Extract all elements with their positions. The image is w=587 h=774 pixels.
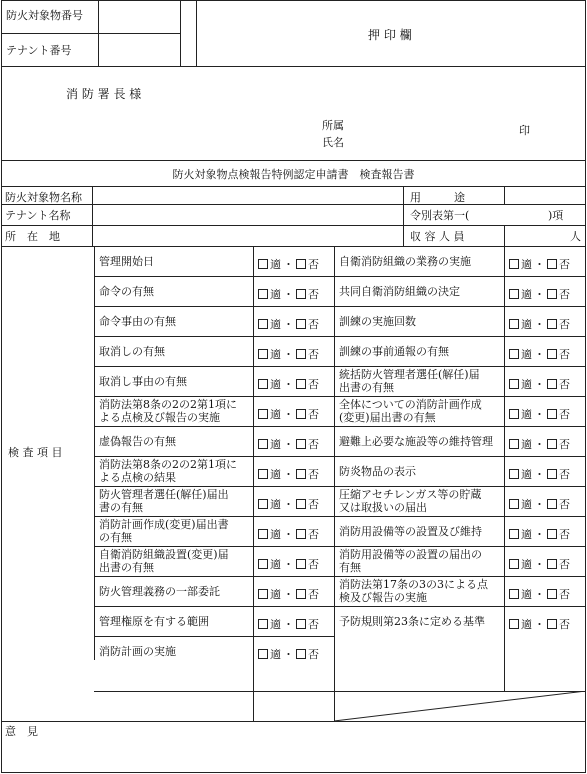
inspection-item — [99, 246, 251, 276]
inspection-item — [339, 516, 503, 546]
ok-checkbox[interactable] — [258, 529, 268, 539]
divider — [92, 186, 93, 246]
ok-label: 適 — [521, 288, 532, 301]
inspection-item-line: 管理開始日 — [99, 254, 154, 268]
divider — [94, 486, 334, 487]
ng-label: 否 — [559, 408, 570, 421]
divider — [1, 33, 181, 34]
ok-label: 適 — [270, 408, 281, 421]
inspection-item-line: 圧縮アセチレンガス等の貯蔵 — [339, 488, 482, 501]
ok-label: 適 — [270, 558, 281, 571]
ng-checkbox[interactable] — [547, 379, 557, 389]
ng-label: 否 — [308, 588, 319, 601]
separator: ・ — [283, 468, 294, 481]
diagonal-strike — [334, 691, 586, 721]
divider — [334, 486, 586, 487]
ok-ng-choice[interactable] — [258, 316, 319, 332]
inspection-item-line: 出書の有無 — [99, 561, 154, 574]
ok-ng-choice[interactable] — [258, 466, 319, 482]
ok-ng-choice[interactable] — [509, 496, 570, 512]
inspection-item — [99, 486, 251, 516]
ng-checkbox[interactable] — [296, 469, 306, 479]
ok-label: 適 — [521, 378, 532, 391]
inspection-item-line: 予防規則第23条に定める基準 — [339, 614, 485, 628]
ok-label: 適 — [521, 618, 532, 631]
divider — [1, 721, 586, 722]
ng-checkbox[interactable] — [296, 379, 306, 389]
tenant-name-label: テナント名称 — [5, 209, 71, 222]
separator: ・ — [534, 348, 545, 361]
separator: ・ — [534, 318, 545, 331]
divider — [504, 186, 505, 204]
divider — [94, 306, 334, 307]
ok-ng-choice[interactable] — [509, 316, 570, 332]
separator: ・ — [534, 408, 545, 421]
ok-label: 適 — [521, 258, 532, 271]
ng-checkbox[interactable] — [547, 529, 557, 539]
inspection-item — [99, 636, 251, 666]
inspection-item-line: よる点検及び報告の実施 — [99, 411, 220, 424]
inspection-item-line: 避難上必要な施設等の維持管理 — [339, 434, 493, 448]
opinion-label: 意 見 — [5, 725, 38, 738]
ng-checkbox[interactable] — [296, 499, 306, 509]
ok-checkbox[interactable] — [258, 589, 268, 599]
ng-label: 否 — [308, 438, 319, 451]
affiliation-label: 所属 — [322, 119, 344, 132]
inspection-item-line: 消防法第17条の3の3による点 — [339, 578, 488, 591]
inspection-item-line: 有無 — [339, 561, 361, 574]
ok-checkbox[interactable] — [258, 439, 268, 449]
ok-label: 適 — [270, 528, 281, 541]
ok-checkbox[interactable] — [509, 289, 519, 299]
ok-ng-choice[interactable] — [509, 346, 570, 362]
ok-ng-choice[interactable] — [509, 466, 570, 482]
separator: ・ — [283, 288, 294, 301]
inspection-item — [99, 546, 251, 576]
divider — [94, 426, 334, 427]
form-title: 防火対象物点検報告特例認定申請書 検査報告書 — [172, 168, 415, 181]
ok-checkbox[interactable] — [258, 289, 268, 299]
ok-checkbox[interactable] — [509, 349, 519, 359]
divider — [94, 366, 334, 367]
inspection-item — [339, 576, 503, 606]
ok-label: 適 — [270, 378, 281, 391]
divider — [196, 0, 197, 66]
divider — [334, 246, 335, 721]
inspection-item — [99, 606, 251, 636]
inspection-item — [339, 486, 503, 516]
ng-label: 否 — [559, 588, 570, 601]
ok-label: 適 — [270, 348, 281, 361]
inspection-item — [339, 426, 503, 456]
ok-checkbox[interactable] — [509, 439, 519, 449]
inspection-item — [99, 516, 251, 546]
ok-ng-choice[interactable] — [258, 346, 319, 362]
inspection-item-line: 全体についての消防計画作成 — [339, 398, 482, 411]
divider — [94, 336, 334, 337]
ng-label: 否 — [559, 558, 570, 571]
ok-label: 適 — [270, 438, 281, 451]
inspection-item-line: 自衛消防組織の業務の実施 — [339, 254, 471, 268]
divider — [504, 225, 505, 246]
ng-checkbox[interactable] — [296, 319, 306, 329]
inspection-item — [339, 396, 503, 426]
ng-checkbox[interactable] — [547, 349, 557, 359]
inspection-item — [339, 336, 503, 366]
ng-label: 否 — [559, 318, 570, 331]
inspection-item-line: 検及び報告の実施 — [339, 591, 427, 604]
ng-checkbox[interactable] — [547, 499, 557, 509]
occupancy-label: 収 容 人 員 — [410, 230, 465, 243]
divider — [94, 516, 334, 517]
ok-checkbox[interactable] — [509, 379, 519, 389]
inspection-item — [339, 276, 503, 306]
inspection-item-line: 書の有無 — [99, 501, 143, 514]
inspection-item — [99, 426, 251, 456]
ng-checkbox[interactable] — [296, 259, 306, 269]
ok-checkbox[interactable] — [509, 589, 519, 599]
ng-checkbox[interactable] — [296, 619, 306, 629]
ng-checkbox[interactable] — [296, 649, 306, 659]
ng-label: 否 — [308, 528, 319, 541]
appendix-label: 令別表第一( — [410, 209, 470, 222]
ng-label: 否 — [308, 378, 319, 391]
ok-label: 適 — [270, 318, 281, 331]
separator: ・ — [283, 258, 294, 271]
ng-checkbox[interactable] — [547, 469, 557, 479]
ok-label: 適 — [521, 588, 532, 601]
ng-label: 否 — [308, 558, 319, 571]
inspection-item-line: 出書の有無 — [339, 381, 394, 394]
separator: ・ — [283, 558, 294, 571]
occupancy-unit: 人 — [570, 230, 581, 243]
object-name-label: 防火対象物名称 — [5, 191, 82, 204]
divider — [1, 225, 586, 226]
inspection-item — [99, 396, 251, 426]
divider — [334, 306, 586, 307]
separator: ・ — [534, 468, 545, 481]
inspection-item — [99, 366, 251, 396]
ng-checkbox[interactable] — [547, 439, 557, 449]
inspection-item-line: 消防計画作成(変更)届出書 — [99, 518, 229, 531]
separator: ・ — [534, 618, 545, 631]
ok-ng-choice[interactable] — [258, 256, 319, 272]
ng-label: 否 — [308, 648, 319, 661]
inspection-item-line: 防炎物品の表示 — [339, 464, 416, 478]
divider — [253, 246, 254, 721]
ok-ng-choice[interactable] — [258, 436, 319, 452]
ok-label: 適 — [521, 558, 532, 571]
ng-label: 否 — [308, 258, 319, 271]
ok-checkbox[interactable] — [258, 379, 268, 389]
inspection-item — [339, 246, 503, 276]
inspection-item-line: 訓練の事前通報の有無 — [339, 344, 449, 358]
divider — [334, 546, 586, 547]
separator: ・ — [534, 498, 545, 511]
separator: ・ — [283, 378, 294, 391]
ok-label: 適 — [521, 528, 532, 541]
divider — [334, 576, 586, 577]
ng-checkbox[interactable] — [296, 349, 306, 359]
ok-ng-choice[interactable] — [258, 556, 319, 572]
ok-ng-choice[interactable] — [258, 376, 319, 392]
ok-ng-choice[interactable] — [509, 586, 570, 602]
separator: ・ — [283, 528, 294, 541]
ok-label: 適 — [521, 468, 532, 481]
inspection-item-line: よる点検の結果 — [99, 471, 176, 484]
inspection-item-line: 自衛消防組織設置(変更)届 — [99, 548, 229, 561]
ok-ng-choice[interactable] — [258, 586, 319, 602]
separator: ・ — [534, 288, 545, 301]
ng-checkbox[interactable] — [547, 319, 557, 329]
ok-checkbox[interactable] — [258, 259, 268, 269]
inspection-item — [99, 306, 251, 336]
ok-checkbox[interactable] — [258, 619, 268, 629]
ng-label: 否 — [559, 258, 570, 271]
ng-label: 否 — [308, 318, 319, 331]
separator: ・ — [283, 408, 294, 421]
separator: ・ — [534, 558, 545, 571]
ng-label: 否 — [559, 498, 570, 511]
ng-label: 否 — [559, 348, 570, 361]
separator: ・ — [283, 648, 294, 661]
separator: ・ — [283, 588, 294, 601]
inspection-item-line: 共同自衛消防組織の決定 — [339, 284, 460, 298]
ng-checkbox[interactable] — [296, 529, 306, 539]
ok-label: 適 — [521, 498, 532, 511]
divider — [504, 246, 505, 691]
separator: ・ — [534, 528, 545, 541]
use-label: 用 途 — [410, 191, 465, 204]
divider — [334, 606, 586, 607]
separator: ・ — [534, 438, 545, 451]
ng-checkbox[interactable] — [296, 589, 306, 599]
ng-label: 否 — [559, 618, 570, 631]
inspection-item — [339, 546, 503, 576]
ng-checkbox[interactable] — [296, 409, 306, 419]
divider — [94, 396, 334, 397]
ok-checkbox[interactable] — [258, 559, 268, 569]
divider — [334, 516, 586, 517]
ng-checkbox[interactable] — [547, 409, 557, 419]
inspection-item — [339, 366, 503, 396]
location-label: 所 在 地 — [5, 230, 60, 243]
ok-label: 適 — [521, 318, 532, 331]
ng-label: 否 — [308, 348, 319, 361]
ok-ng-choice[interactable] — [258, 496, 319, 512]
ng-label: 否 — [559, 528, 570, 541]
ok-ng-choice[interactable] — [258, 526, 319, 542]
ng-label: 否 — [559, 438, 570, 451]
ok-checkbox[interactable] — [258, 349, 268, 359]
separator: ・ — [283, 318, 294, 331]
ok-label: 適 — [521, 408, 532, 421]
ok-label: 適 — [521, 438, 532, 451]
ok-checkbox[interactable] — [509, 319, 519, 329]
divider — [334, 276, 586, 277]
ok-ng-choice[interactable] — [509, 616, 570, 632]
divider — [1, 186, 586, 187]
ok-checkbox[interactable] — [509, 559, 519, 569]
ng-label: 否 — [308, 498, 319, 511]
inspection-item-line: 消防計画の実施 — [99, 644, 176, 658]
separator: ・ — [283, 438, 294, 451]
ok-label: 適 — [521, 348, 532, 361]
ng-checkbox[interactable] — [547, 559, 557, 569]
divider — [94, 606, 334, 607]
ok-ng-choice[interactable] — [509, 376, 570, 392]
divider — [1, 160, 586, 161]
inspection-section-label: 検 査 項 目 — [8, 446, 63, 459]
inspection-item-line: 消防法第8条の2の2第1項に — [99, 458, 237, 471]
ng-label: 否 — [308, 468, 319, 481]
ok-ng-choice[interactable] — [509, 436, 570, 452]
ng-checkbox[interactable] — [296, 559, 306, 569]
ok-ng-choice[interactable] — [509, 556, 570, 572]
ng-label: 否 — [308, 618, 319, 631]
ok-ng-choice[interactable] — [509, 526, 570, 542]
divider — [94, 546, 334, 547]
divider — [94, 576, 334, 577]
ok-ng-choice[interactable] — [509, 406, 570, 422]
inspection-item-line: の有無 — [99, 531, 132, 544]
ok-ng-choice[interactable] — [509, 256, 570, 272]
ng-label: 否 — [308, 288, 319, 301]
divider — [94, 456, 334, 457]
ok-checkbox[interactable] — [509, 409, 519, 419]
appendix-suffix: )項 — [548, 209, 564, 222]
inspection-item — [339, 456, 503, 486]
ng-label: 否 — [559, 468, 570, 481]
ok-label: 適 — [270, 468, 281, 481]
ng-checkbox[interactable] — [547, 259, 557, 269]
seal-column-label: 押 印 欄 — [368, 28, 412, 42]
inspection-item — [99, 576, 251, 606]
ng-checkbox[interactable] — [547, 589, 557, 599]
ng-checkbox[interactable] — [547, 289, 557, 299]
ok-label: 適 — [270, 258, 281, 271]
inspection-item-line: (変更)届出書の有無 — [339, 411, 436, 424]
inspection-item-line: 防火管理義務の一部委託 — [99, 584, 220, 598]
fire-object-number-label: 防火対象物番号 — [6, 9, 83, 22]
inspection-item-line: 防火管理者選任(解任)届出 — [99, 488, 229, 501]
separator: ・ — [534, 258, 545, 271]
inspection-item-line: 統括防火管理者選任(解任)届 — [339, 368, 480, 381]
ok-label: 適 — [270, 618, 281, 631]
inspection-item — [99, 336, 251, 366]
name-label: 氏名 — [322, 136, 344, 149]
ng-checkbox[interactable] — [547, 619, 557, 629]
ok-checkbox[interactable] — [509, 529, 519, 539]
inspection-item-line: 管理権原を有する範囲 — [99, 614, 209, 628]
ok-ng-choice[interactable] — [258, 406, 319, 422]
inspection-item-line: 消防法第8条の2の2第1項に — [99, 398, 237, 411]
ok-ng-choice[interactable] — [258, 646, 319, 662]
inspection-item-line: 取消し事由の有無 — [99, 374, 187, 388]
ok-checkbox[interactable] — [509, 259, 519, 269]
inspection-item-line: 訓練の実施回数 — [339, 314, 416, 328]
addressee: 消 防 署 長 様 — [66, 87, 142, 101]
inspection-item — [99, 456, 251, 486]
inspection-item-line: 消防用設備等の設置及び維持 — [339, 524, 482, 538]
divider — [1, 204, 586, 205]
separator: ・ — [283, 498, 294, 511]
ok-checkbox[interactable] — [258, 319, 268, 329]
divider — [334, 426, 586, 427]
divider — [334, 336, 586, 337]
divider — [403, 186, 404, 246]
divider — [334, 456, 586, 457]
seal-label: 印 — [519, 124, 530, 137]
ok-label: 適 — [270, 588, 281, 601]
ok-checkbox[interactable] — [258, 649, 268, 659]
inspection-item — [339, 606, 503, 636]
ng-checkbox[interactable] — [296, 289, 306, 299]
inspection-item-line: 命令事由の有無 — [99, 314, 176, 328]
ok-ng-choice[interactable] — [258, 616, 319, 632]
tenant-number-label: テナント番号 — [6, 44, 72, 57]
divider — [94, 246, 95, 660]
ok-checkbox[interactable] — [258, 409, 268, 419]
separator: ・ — [534, 378, 545, 391]
separator: ・ — [283, 618, 294, 631]
divider — [334, 396, 586, 397]
inspection-item-line: 虚偽報告の有無 — [99, 434, 176, 448]
ok-checkbox[interactable] — [509, 499, 519, 509]
divider — [334, 366, 586, 367]
separator: ・ — [534, 588, 545, 601]
ng-checkbox[interactable] — [296, 439, 306, 449]
divider — [94, 636, 334, 637]
ng-label: 否 — [559, 288, 570, 301]
ok-label: 適 — [270, 498, 281, 511]
ok-ng-choice[interactable] — [509, 286, 570, 302]
ok-checkbox[interactable] — [258, 469, 268, 479]
ng-label: 否 — [308, 408, 319, 421]
inspection-item — [99, 276, 251, 306]
divider — [94, 276, 334, 277]
ok-checkbox[interactable] — [509, 469, 519, 479]
inspection-item — [339, 306, 503, 336]
divider — [1, 66, 586, 67]
inspection-item-line: 命令の有無 — [99, 284, 154, 298]
inspection-item-line: 又は取扱いの届出 — [339, 501, 427, 514]
separator: ・ — [283, 348, 294, 361]
ok-label: 適 — [270, 288, 281, 301]
ok-label: 適 — [270, 648, 281, 661]
inspection-item-line: 消防用設備等の設置の届出の — [339, 548, 482, 561]
inspection-item-line: 取消しの有無 — [99, 344, 165, 358]
ok-ng-choice[interactable] — [258, 286, 319, 302]
ok-checkbox[interactable] — [258, 499, 268, 509]
ng-label: 否 — [559, 378, 570, 391]
ok-checkbox[interactable] — [509, 619, 519, 629]
